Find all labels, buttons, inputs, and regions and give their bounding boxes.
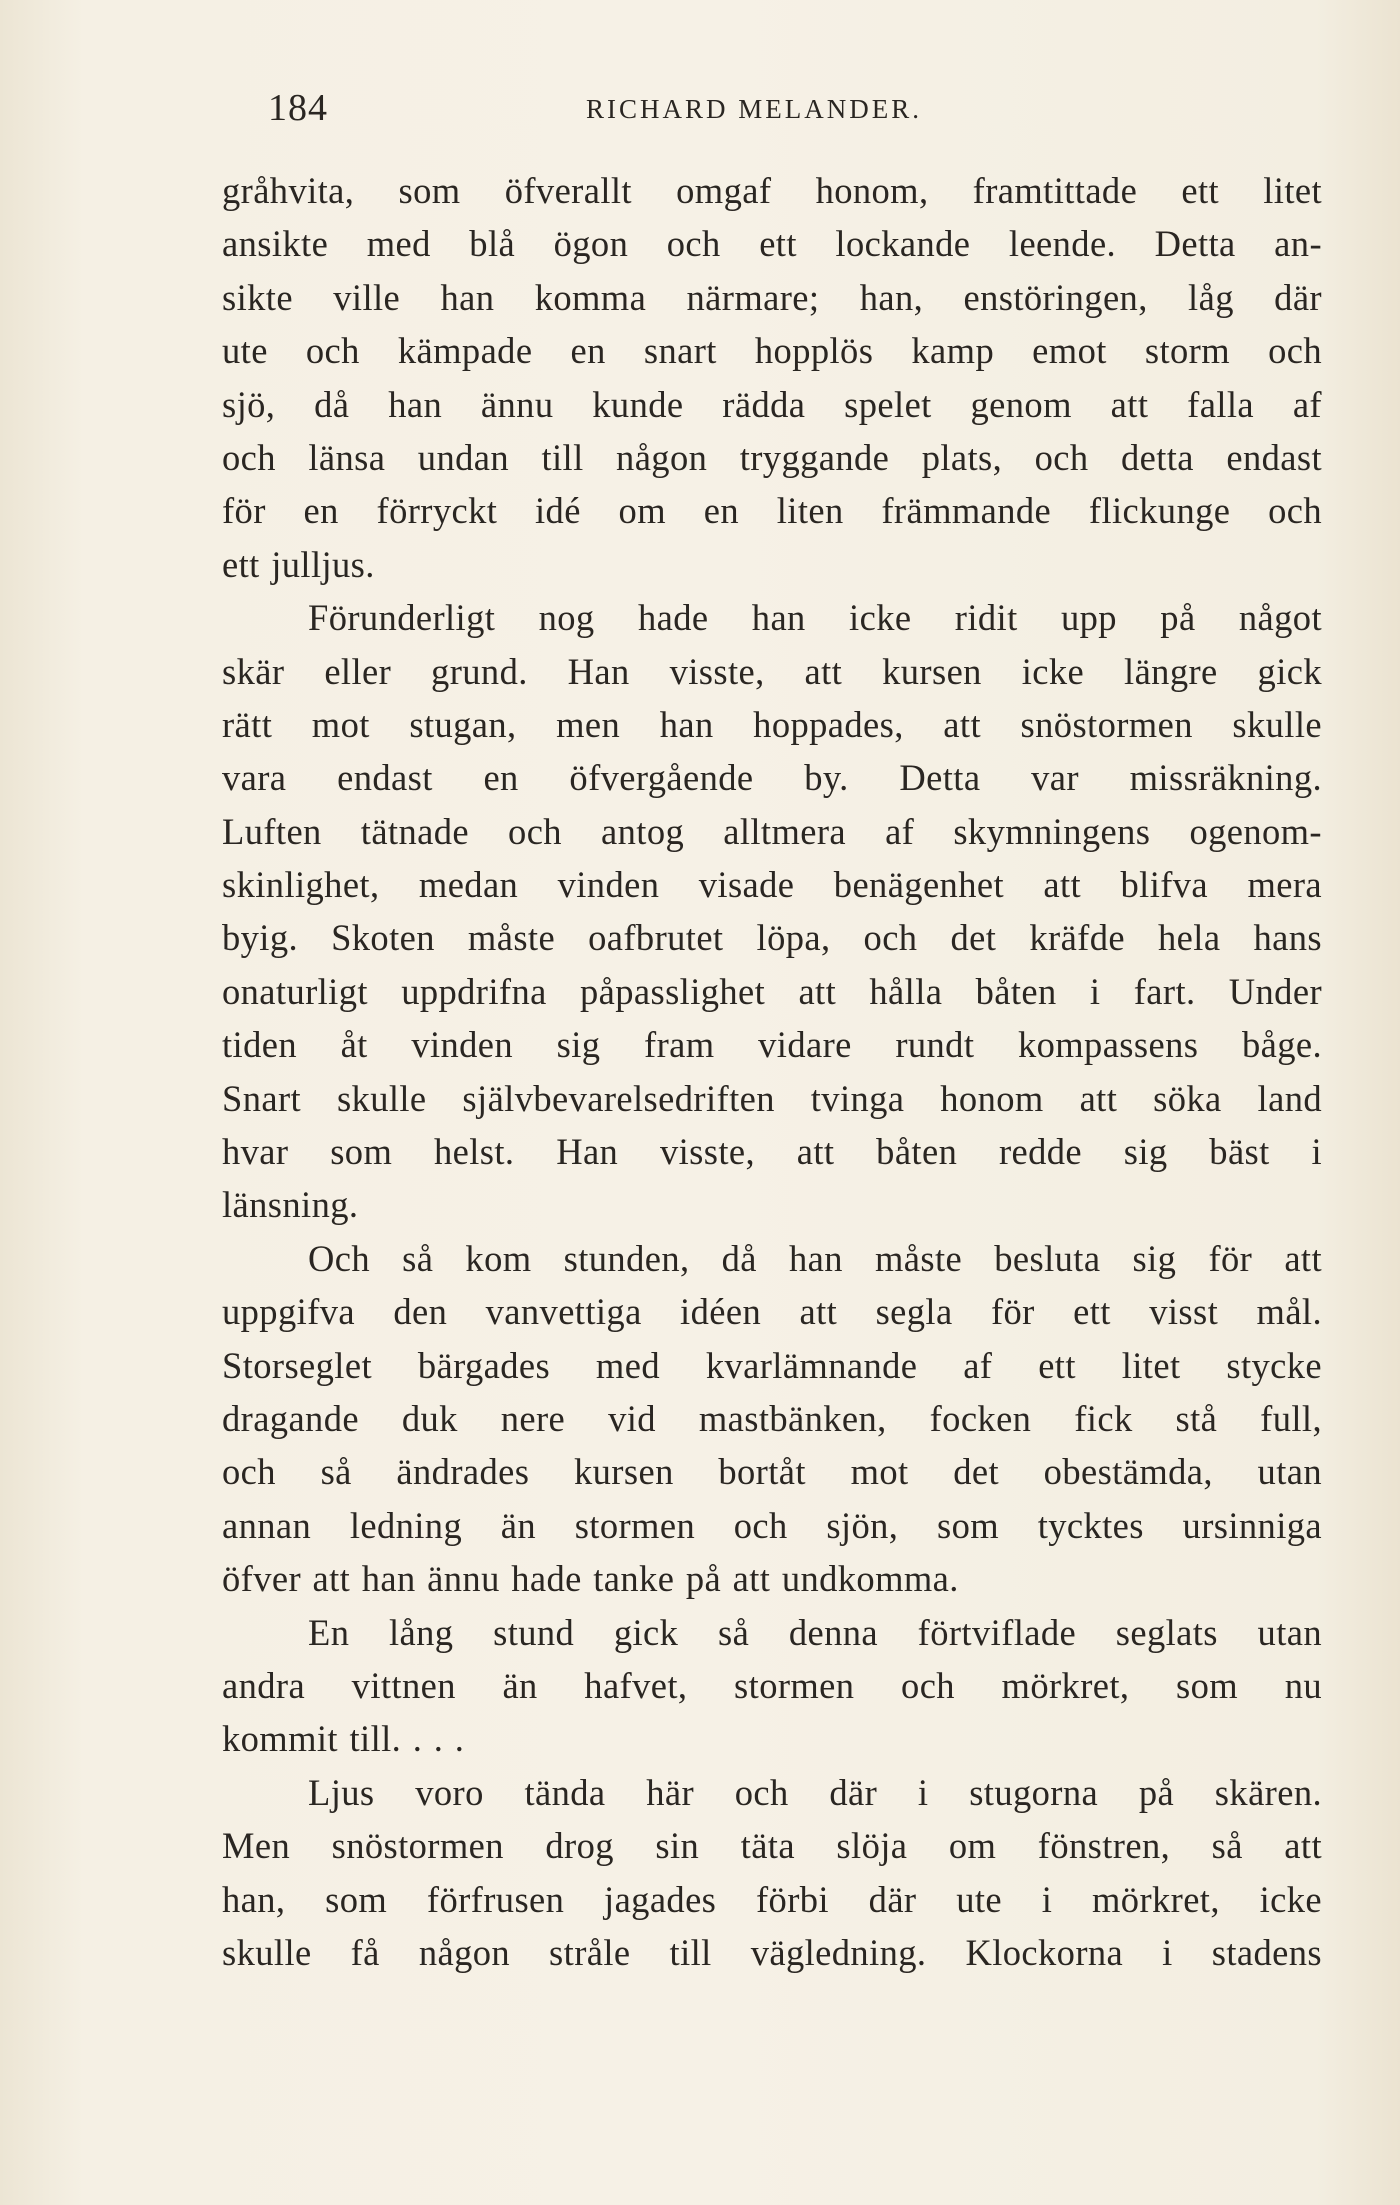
text-line: onaturligt uppdrifna påpasslighet att hålla båten i fart. Under	[222, 970, 1322, 1012]
text-line: hvar som helst. Han visste, att båten redde sig bäst i	[222, 1131, 1322, 1173]
running-head: RICHARD MELANDER.	[586, 94, 923, 124]
paragraph-start-line: Förunderligt nog hade han icke ridit upp på något	[308, 597, 1322, 639]
text-line: sikte ville han komma närmare; han, enstöringen, låg där	[222, 276, 1322, 318]
text-line: ett julljus.	[222, 543, 375, 585]
text-line: kommit till. . . .	[222, 1718, 465, 1760]
text-line: byig. Skoten måste oafbrutet löpa, och det kräfde hela hans	[222, 917, 1322, 959]
text-line: Storseglet bärgades med kvarlämnande af ett litet stycke	[222, 1344, 1322, 1386]
text-line: vara endast en öfvergående by. Detta var missräkning.	[222, 757, 1322, 799]
page-header	[268, 86, 968, 138]
text-line: Luften tätnade och antog alltmera af skymningens ogenom-	[222, 810, 1322, 852]
text-line: ute och kämpade en snart hopplös kamp emot storm och	[222, 330, 1322, 372]
text-line: för en förryckt idé om en liten främmande flickunge och	[222, 490, 1322, 532]
text-line: öfver att han ännu hade tanke på att undkomma.	[222, 1558, 959, 1600]
text-line: ansikte med blå ögon och ett lockande leende. Detta an-	[222, 223, 1322, 265]
text-line: annan ledning än stormen och sjön, som tycktes ursinniga	[222, 1504, 1322, 1546]
text-line: uppgifva den vanvettiga idéen att segla för ett visst mål.	[222, 1291, 1322, 1333]
text-line: andra vittnen än hafvet, stormen och mörkret, som nu	[222, 1664, 1322, 1706]
text-line: Men snöstormen drog sin täta slöja om fönstren, så att	[222, 1825, 1322, 1867]
text-line: skär eller grund. Han visste, att kursen icke längre gick	[222, 650, 1322, 692]
paragraph-start-line: Och så kom stunden, då han måste besluta sig för att	[308, 1237, 1322, 1279]
paragraph-start-line: En lång stund gick så denna förtviflade seglats utan	[308, 1611, 1322, 1653]
text-line: och så ändrades kursen bortåt mot det obestämda, utan	[222, 1451, 1322, 1493]
body-text	[222, 164, 1322, 1979]
text-line: skinlighet, medan vinden visade benägenhet att blifva mera	[222, 864, 1322, 906]
text-line: och länsa undan till någon tryggande plats, och detta endast	[222, 436, 1322, 478]
text-line: han, som förfrusen jagades förbi där ute i mörkret, icke	[222, 1878, 1322, 1920]
text-line: sjö, då han ännu kunde rädda spelet genom att falla af	[222, 383, 1322, 425]
text-line: Snart skulle självbevarelsedriften tvinga honom att söka land	[222, 1077, 1322, 1119]
text-line: dragande duk nere vid mastbänken, focken fick stå full,	[222, 1397, 1322, 1439]
paragraph-start-line: Ljus voro tända här och där i stugorna på skären.	[308, 1771, 1322, 1813]
page-number: 184	[268, 87, 328, 129]
text-line: gråhvita, som öfverallt omgaf honom, framtittade ett litet	[222, 170, 1322, 211]
text-line: tiden åt vinden sig fram vidare rundt kompassens båge.	[222, 1024, 1322, 1066]
text-line: rätt mot stugan, men han hoppades, att snöstormen skulle	[222, 703, 1322, 745]
text-line: skulle få någon stråle till vägledning. Klockorna i stadens	[222, 1931, 1322, 1973]
text-line: länsning.	[222, 1184, 359, 1226]
